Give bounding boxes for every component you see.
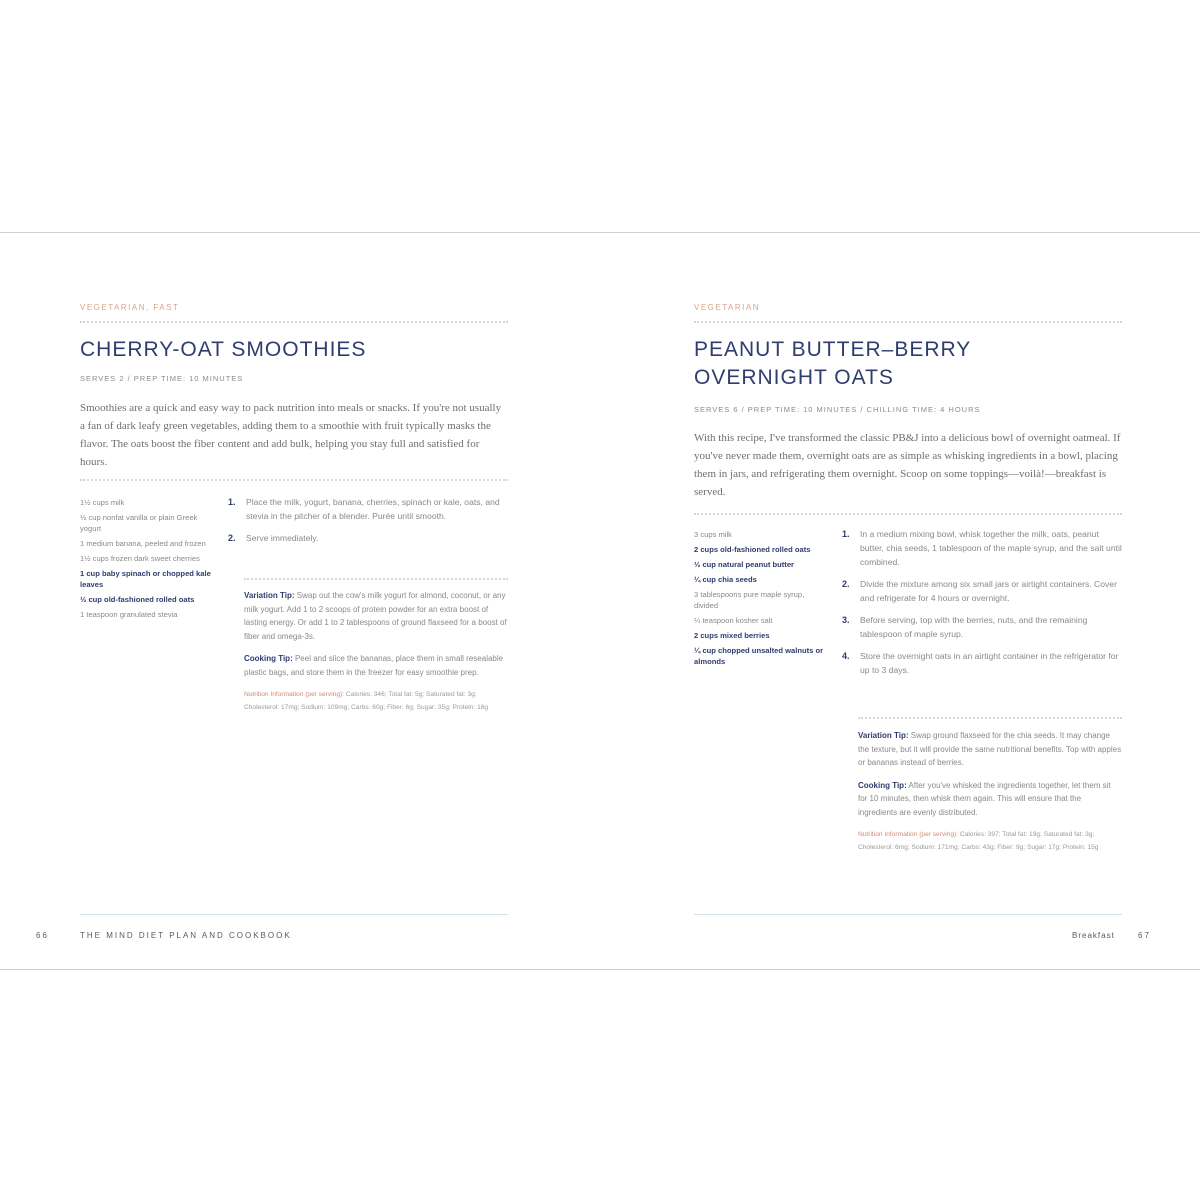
step-number: 4. xyxy=(842,651,850,661)
footer-rule xyxy=(80,914,508,915)
step xyxy=(842,577,1122,605)
step-list xyxy=(228,495,508,553)
step xyxy=(842,527,1122,569)
nutrition-text: Calories: 397; Total fat: 19g; Saturated fat: 3g; Cholesterol: 6mg; Sodium: 171mg; Carbs: 43g; Fiber: 9g; Sugar: 17g; Protein: 15g xyxy=(858,831,1099,851)
step-number: 1. xyxy=(228,497,236,507)
ingredient-list xyxy=(694,529,828,671)
ingredient: 1½ cups milk xyxy=(80,498,125,507)
divider xyxy=(244,578,508,580)
ingredient: 2 cups mixed berries xyxy=(694,631,770,640)
step-number: 2. xyxy=(228,533,236,543)
recipe-title-line: OVERNIGHT OATS xyxy=(694,366,894,389)
ingredient: 1 medium banana, peeled and frozen xyxy=(80,539,206,548)
cooking-tip xyxy=(858,779,1122,820)
variation-tip-text: Swap ground flaxseed for the chia seeds. It may change the texture, but it will provide the same nutritional benefits. Top with apples or bananas instead of berries. xyxy=(858,731,1122,767)
nutrition-label: Nutrition Information (per serving): xyxy=(244,691,345,698)
step-text: Serve immediately. xyxy=(246,533,319,543)
recipe-tag: VEGETARIAN, FAST xyxy=(80,303,180,312)
cooking-tip-text: After you've whisked the ingredients together, let them sit for 10 minutes, then whisk them again. This will ensure that the ingredients are evenly distributed. xyxy=(858,780,1111,817)
step xyxy=(842,613,1122,641)
step-text: In a medium mixing bowl, whisk together the milk, oats, peanut butter, chia seeds, 1 tablespoon of the maple syrup, and the salt until combined. xyxy=(860,529,1122,567)
ingredient: ¼ teaspoon kosher salt xyxy=(694,616,773,625)
recipe-title xyxy=(694,336,1122,392)
ingredient: 3 tablespoons pure maple syrup, divided xyxy=(694,590,805,610)
divider xyxy=(80,321,508,323)
recipe-meta: SERVES 2 / PREP TIME: 10 MINUTES xyxy=(80,374,244,383)
nutrition-text: Calories: 346; Total fat: 5g; Saturated fat: 3g; Cholesterol: 17mg; Sodium: 109mg; Carbs: 60g; Fiber: 6g; Sugar: 35g; Protein: 16g xyxy=(244,691,489,711)
footer-page-number: 66 xyxy=(36,931,49,940)
variation-tip-text: Swap out the cow's milk yogurt for almond, coconut, or any milk yogurt. Add 1 to 2 scoops of protein powder for an extra boost of lasting energy. Or add 1 to 2 tablespoons of ground flaxseed for a boost of fiber and omega-3s. xyxy=(244,591,507,641)
cooking-tip-label: Cooking Tip: xyxy=(244,654,293,663)
cooking-tip xyxy=(244,652,508,679)
ingredient: ½ cup natural peanut butter xyxy=(694,560,794,569)
recipe-intro: With this recipe, I've transformed the classic PB&J into a delicious bowl of overnight oatmeal. If you've never made them, overnight oats are as simple as whisking ingredients in a bowl, placing them in jars, and refrigerating them overnight. Scoop on some toppings—voilà!—breakfast is served. xyxy=(694,432,1121,498)
footer-book-title: THE MIND DIET PLAN AND COOKBOOK xyxy=(80,931,292,940)
variation-tip-label: Variation Tip: xyxy=(858,731,909,740)
variation-tip xyxy=(858,729,1122,770)
step-list xyxy=(842,527,1122,685)
divider xyxy=(858,717,1122,719)
recipe-title: CHERRY-OAT SMOOTHIES xyxy=(80,338,367,361)
recipe-tag: VEGETARIAN xyxy=(694,303,760,312)
cooking-tip-text: Peel and slice the bananas, place them in small resealable plastic bags, and store them in the freezer for easy smoothie prep. xyxy=(244,654,504,677)
step-number: 1. xyxy=(842,529,850,539)
ingredient: 3 cups milk xyxy=(694,530,732,539)
step xyxy=(842,649,1122,677)
cooking-tip-label: Cooking Tip: xyxy=(858,780,907,790)
divider xyxy=(80,479,508,481)
nutrition-info xyxy=(858,828,1122,854)
step xyxy=(228,531,508,545)
divider xyxy=(694,321,1122,323)
recipe-intro: Smoothies are a quick and easy way to pack nutrition into meals or snacks. If you're not usually a fan of dark leafy green vegetables, adding them to a smoothie with fruit typically masks the flavor. The oats boost the fiber content and add bulk, helping you stay full and satisfied for hours. xyxy=(80,402,502,468)
ingredient: 1 cup baby spinach or chopped kale leaves xyxy=(80,569,211,589)
step xyxy=(228,495,508,523)
step-text: Before serving, top with the berries, nuts, and the remaining tablespoon of maple syrup. xyxy=(860,615,1088,639)
ingredient-list xyxy=(80,497,214,624)
ingredient: ¼ cup chopped unsalted walnuts or almonds xyxy=(694,646,824,666)
tips-box xyxy=(244,589,508,714)
recipe-title-line: PEANUT BUTTER–BERRY xyxy=(694,338,972,361)
ingredient: 2 cups old-fashioned rolled oats xyxy=(694,545,811,554)
ingredient: 1 teaspoon granulated stevia xyxy=(80,610,178,619)
recipe-meta: SERVES 6 / PREP TIME: 10 MINUTES / CHILLING TIME: 4 HOURS xyxy=(694,405,981,414)
ingredient: 1½ cups frozen dark sweet cherries xyxy=(80,554,200,563)
step-text: Store the overnight oats in an airtight container in the refrigerator for up to 3 days. xyxy=(860,651,1119,675)
tips-box xyxy=(858,729,1122,854)
nutrition-info xyxy=(244,688,508,714)
step-text: Divide the mixture among six small jars or airtight containers. Cover and refrigerate for 4 hours or overnight. xyxy=(860,579,1117,603)
footer-rule xyxy=(694,914,1122,915)
step-text: Place the milk, yogurt, banana, cherries, spinach or kale, oats, and stevia in the pitcher of a blender. Purée until smooth. xyxy=(246,497,500,521)
step-number: 2. xyxy=(842,579,850,589)
ingredient: ½ cup nonfat vanilla or plain Greek yogurt xyxy=(80,513,198,533)
divider xyxy=(694,513,1122,515)
nutrition-label: Nutrition Information (per serving): xyxy=(858,831,959,838)
book-spread xyxy=(0,232,1200,970)
ingredient: ½ cup old-fashioned rolled oats xyxy=(80,595,195,604)
variation-tip-label: Variation Tip: xyxy=(244,591,295,600)
footer-page-number: 67 xyxy=(1138,931,1151,940)
step-number: 3. xyxy=(842,615,850,625)
ingredient: ¼ cup chia seeds xyxy=(694,575,757,584)
variation-tip xyxy=(244,589,508,643)
footer-section: Breakfast xyxy=(1072,931,1115,940)
